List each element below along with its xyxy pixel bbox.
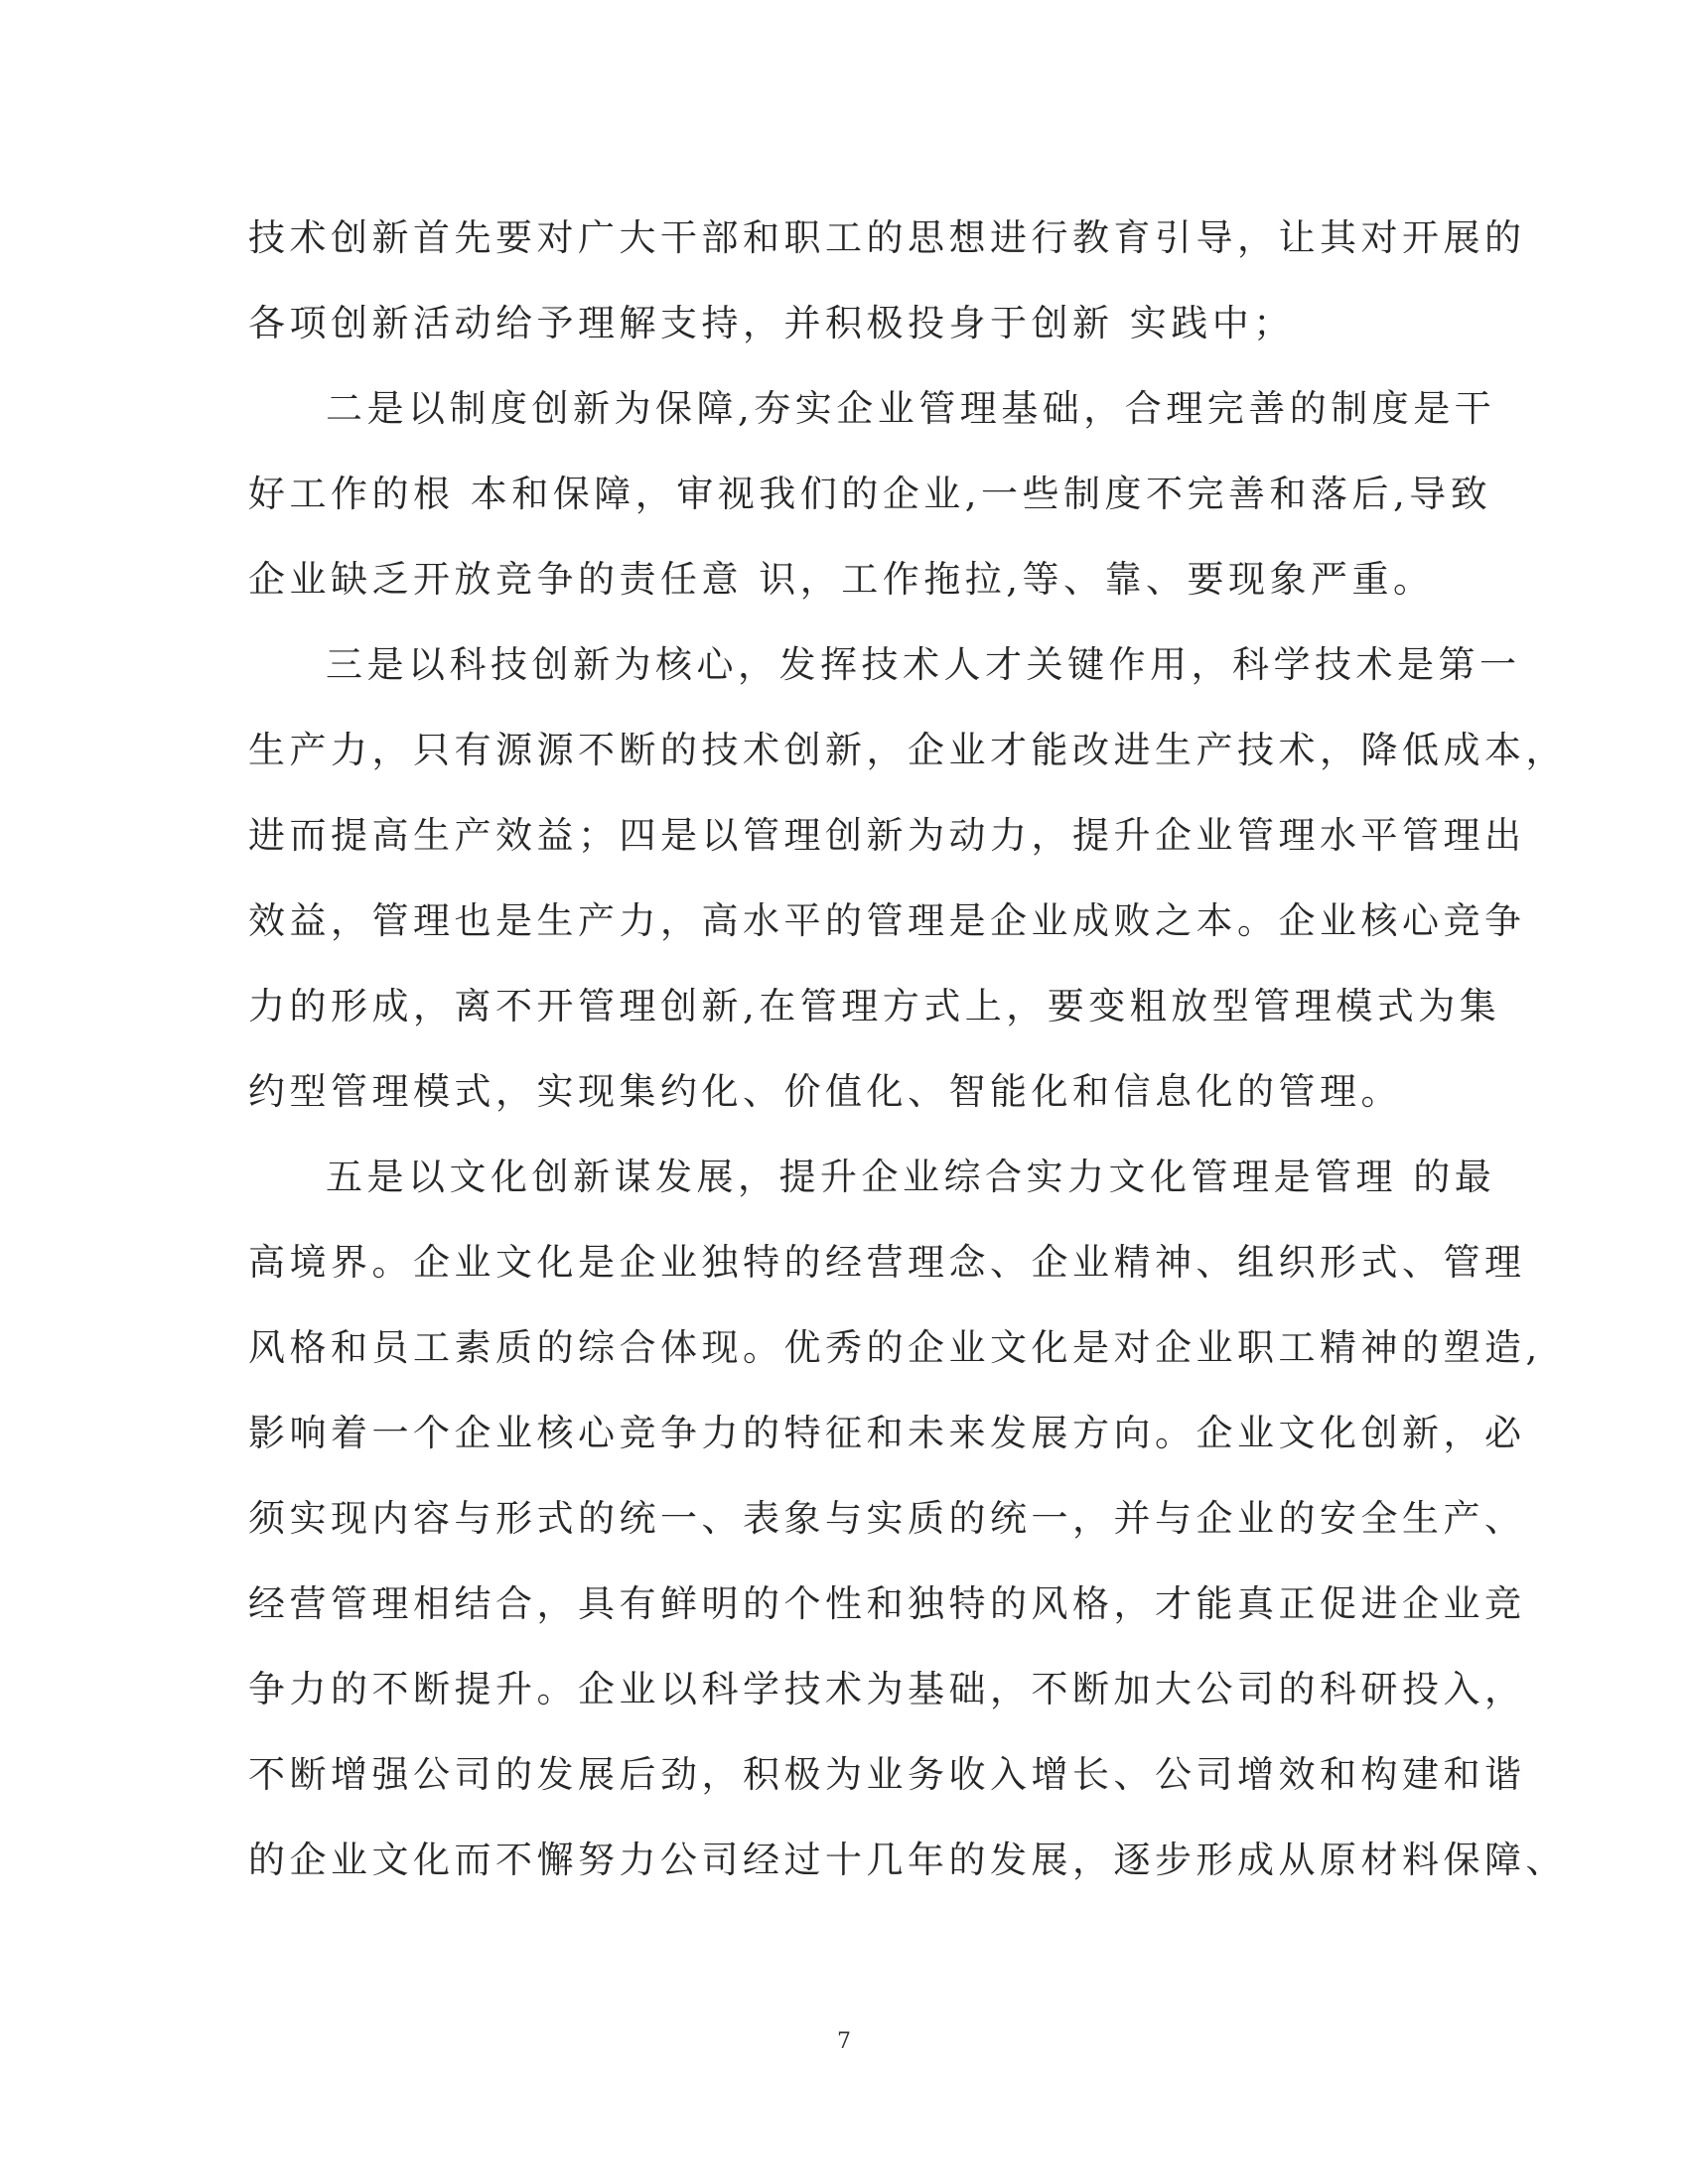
text-line: 经营管理相结合，具有鲜明的个性和独特的风格，才能真正促进企业竞 xyxy=(248,1582,1526,1625)
text-line: 争力的不断提升。企业以科学技术为基础，不断加大公司的科研投入， xyxy=(248,1668,1526,1710)
page-number: 7 xyxy=(837,2029,851,2054)
text-line: 好工作的根 本和保障，审视我们的企业,一些制度不完善和落后,导致 xyxy=(248,473,1492,515)
text-line: 影响着一个企业核心竞争力的特征和未来发展方向。企业文化创新，必 xyxy=(248,1412,1526,1454)
text-line: 不断增强公司的发展后劲，积极为业务收入增长、公司增效和构建和谐 xyxy=(248,1753,1526,1796)
paragraph-start-line: 二是以制度创新为保障,夯实企业管理基础，合理完善的制度是干 xyxy=(326,387,1496,430)
text-line: 约型管理模式，实现集约化、价值化、智能化和信息化的管理。 xyxy=(248,1070,1402,1113)
text-line: 技术创新首先要对广大干部和职工的思想进行教育引导，让其对开展的 xyxy=(248,216,1526,259)
text-line: 企业缺乏开放竞争的责任意 识，工作拖拉,等、靠、要现象严重。 xyxy=(248,558,1435,601)
text-line: 的企业文化而不懈努力公司经过十几年的发展，逐步形成从原材料保障、 xyxy=(248,1839,1567,1881)
text-line: 力的形成，离不开管理创新,在管理方式上，要变粗放型管理模式为集 xyxy=(248,985,1501,1027)
paragraph-start-line: 五是以文化创新谋发展，提升企业综合实力文化管理是管理 的最 xyxy=(326,1156,1496,1198)
text-line: 进而提高生产效益；四是以管理创新为动力，提升企业管理水平管理出 xyxy=(248,814,1526,857)
paragraph-start-line: 三是以科技创新为核心，发挥技术人才关键作用，科学技术是第一 xyxy=(326,643,1521,686)
text-line: 生产力，只有源源不断的技术创新，企业才能改进生产技术，降低成本， xyxy=(248,729,1567,771)
text-line: 须实现内容与形式的统一、表象与实质的统一，并与企业的安全生产、 xyxy=(248,1497,1526,1540)
text-line: 各项创新活动给予理解支持，并积极投身于创新 实践中； xyxy=(248,302,1295,344)
text-line: 效益，管理也是生产力，高水平的管理是企业成败之本。企业核心竞争 xyxy=(248,899,1526,942)
text-line: 高境界。企业文化是企业独特的经营理念、企业精神、组织形式、管理 xyxy=(248,1241,1526,1284)
text-line: 风格和员工素质的综合体现。优秀的企业文化是对企业职工精神的塑造, xyxy=(248,1326,1542,1369)
